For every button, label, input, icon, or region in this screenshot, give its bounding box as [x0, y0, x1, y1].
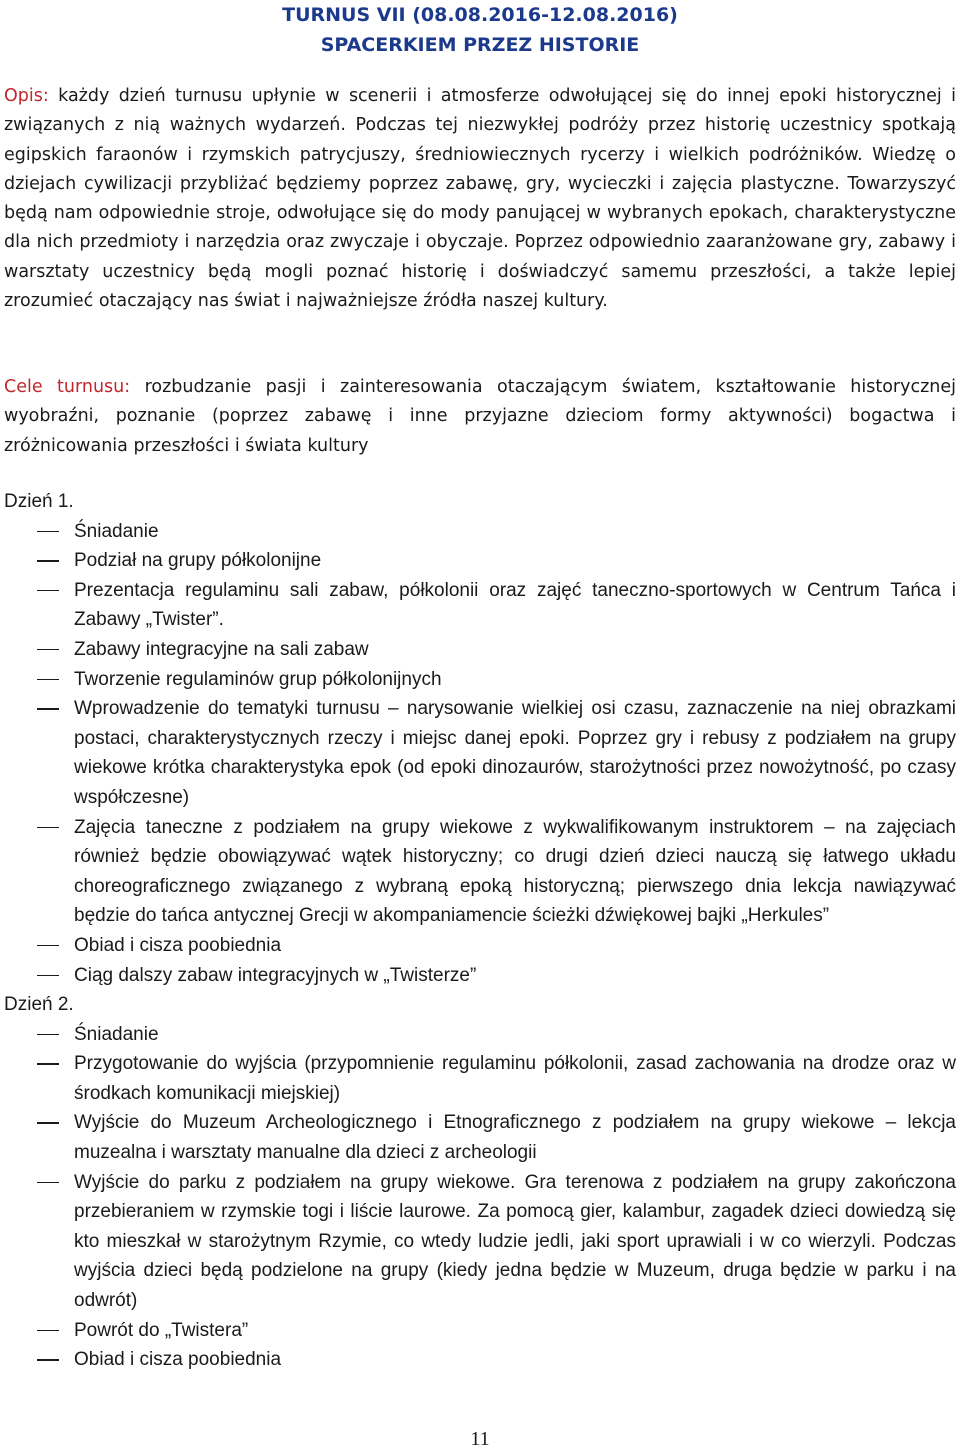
goals-paragraph [4, 373, 956, 461]
dash-bullet-icon [37, 1330, 59, 1332]
description-paragraph [4, 82, 956, 316]
dash-bullet-icon [37, 679, 59, 681]
list-item: Obiad i cisza poobiednia [4, 1345, 956, 1375]
dash-bullet-icon [37, 1034, 59, 1036]
list-item: Przygotowanie do wyjścia (przypomnienie regulaminu półkolonii, zasad zachowania na drodze oraz w środkach komunikacji miejskiej) [4, 1049, 956, 1108]
turnus-title: TURNUS VII (08.08.2016-12.08.2016) [282, 4, 678, 26]
list-item: Ciąg dalszy zabaw integracyjnych w „Twisterze” [4, 961, 956, 991]
document-page [4, 0, 957, 1371]
description-label: Opis: [4, 86, 49, 106]
list-item: Wyjście do parku z podziałem na grupy wiekowe. Gra terenowa z podziałem na grupy zakończona przebieraniem w rzymskie togi i liście laurowe. Za pomocą gier, kalambur, zagadek dzieci dowiedzą się kto mieszkał w starożytnym Rzymie, co wtedy ludzie jedli, jaki sport uprawiali i w co wierzyli. Podczas wyjścia dzieci będą podzielone na grupy (kiedy jedna będzie w Muzeum, druga będzie w parku i na odwrót) [4, 1168, 956, 1316]
list-item: Podział na grupy półkolonijne [4, 546, 956, 576]
dash-bullet-icon [37, 649, 59, 651]
day-2-title: Dzień 2. [4, 994, 74, 1016]
list-item: Prezentacja regulaminu sali zabaw, półkolonii oraz zajęć taneczno-sportowych w Centrum Tańca i Zabawy „Twister”. [4, 576, 956, 635]
description-text: każdy dzień turnusu upłynie w scenerii i atmosferze odwołującej się do innej epoki historycznej i związanych z nią ważnych wydarzeń. Podczas tej niezwykłej podróży przez historię uczestnicy spotkają egipskich faraonów i rzymskich patrycjuszy, średniowiecznych rycerzy i wielkich podróżników. Wiedzę o dziejach cywilizacji przybliżać będziemy poprzez zabawę, gry, wycieczki i zajęcia plastyczne. Towarzyszyć będą nam odpowiednie stroje, odwołujące się do mody panującej w wybranych epokach, charakterystyczne dla nich przedmioty i narzędzia oraz zwyczaje i obyczaje. Poprzez odpowiednio zaaranżowane gry, zabawy i warsztaty uczestnicy będą mogli poznać historię i doświadczyć samemu przeszłości, a także lepiej zrozumieć otaczający nas świat i najważniejsze źródła naszej kultury. [4, 86, 956, 312]
list-item: Śniadanie [4, 517, 956, 547]
list-item: Powrót do „Twistera” [4, 1316, 956, 1346]
day-1-list [4, 517, 956, 991]
dash-bullet-icon [37, 708, 59, 710]
goals-text: rozbudzanie pasji i zainteresowania otaczającym światem, kształtowanie historycznej wyobraźni, poznanie (poprzez zabawę i inne przyjazne dzieciom formy aktywności) bogactwa i zróżnicowania przeszłości i świata kultury [4, 377, 957, 456]
list-item: Wprowadzenie do tematyki turnusu – narysowanie wielkiej osi czasu, zaznaczenie na niej obrazkami postaci, charakterystycznych rzeczy i miejsc danej epoki. Poprzez gry i rebusy z podziałem na grupy wiekowe krótka charakterystyka epok (od epoki dinozaurów, starożytności przez nowożytność, po czasy współczesne) [4, 694, 956, 812]
day-1-title: Dzień 1. [4, 491, 74, 512]
dash-bullet-icon [37, 1122, 59, 1124]
dash-bullet-icon [37, 827, 59, 829]
list-item: Zajęcia taneczne z podziałem na grupy wiekowe z wykwalifikowanym instruktorem – na zajęciach również będzie obowiązywać wątek historyczny; co drugi dzień dzieci nauczą się łatwego układu choreograficznego związanego z wybraną epoką historyczną; pierwszego dnia lekcja nawiązywać będzie do tańca antycznej Grecji w akompaniamencie ścieżki dźwiękowej bajki „Herkules” [4, 813, 956, 931]
list-item: Śniadanie [4, 1020, 956, 1050]
dash-bullet-icon [37, 560, 59, 562]
dash-bullet-icon [37, 975, 59, 977]
list-item: Obiad i cisza poobiednia [4, 931, 956, 961]
list-item: Wyjście do Muzeum Archeologicznego i Etnograficznego z podziałem na grupy wiekowe – lekcja muzealna i warsztaty manualne dla dzieci z archeologii [4, 1108, 956, 1167]
dash-bullet-icon [37, 590, 59, 592]
page-number: 11 [470, 1428, 490, 1450]
day-2-list [4, 1020, 956, 1375]
dash-bullet-icon [37, 1359, 59, 1361]
dash-bullet-icon [37, 1182, 59, 1184]
goals-label: Cele turnusu: [4, 377, 131, 397]
dash-bullet-icon [37, 531, 59, 533]
document-header [4, 0, 956, 60]
list-item: Tworzenie regulaminów grup półkolonijnych [4, 665, 956, 695]
dash-bullet-icon [37, 1063, 59, 1065]
turnus-subtitle: SPACERKIEM PRZEZ HISTORIE [320, 34, 640, 56]
list-item: Zabawy integracyjne na sali zabaw [4, 635, 956, 665]
dash-bullet-icon [37, 945, 59, 947]
schedule [4, 487, 956, 1375]
